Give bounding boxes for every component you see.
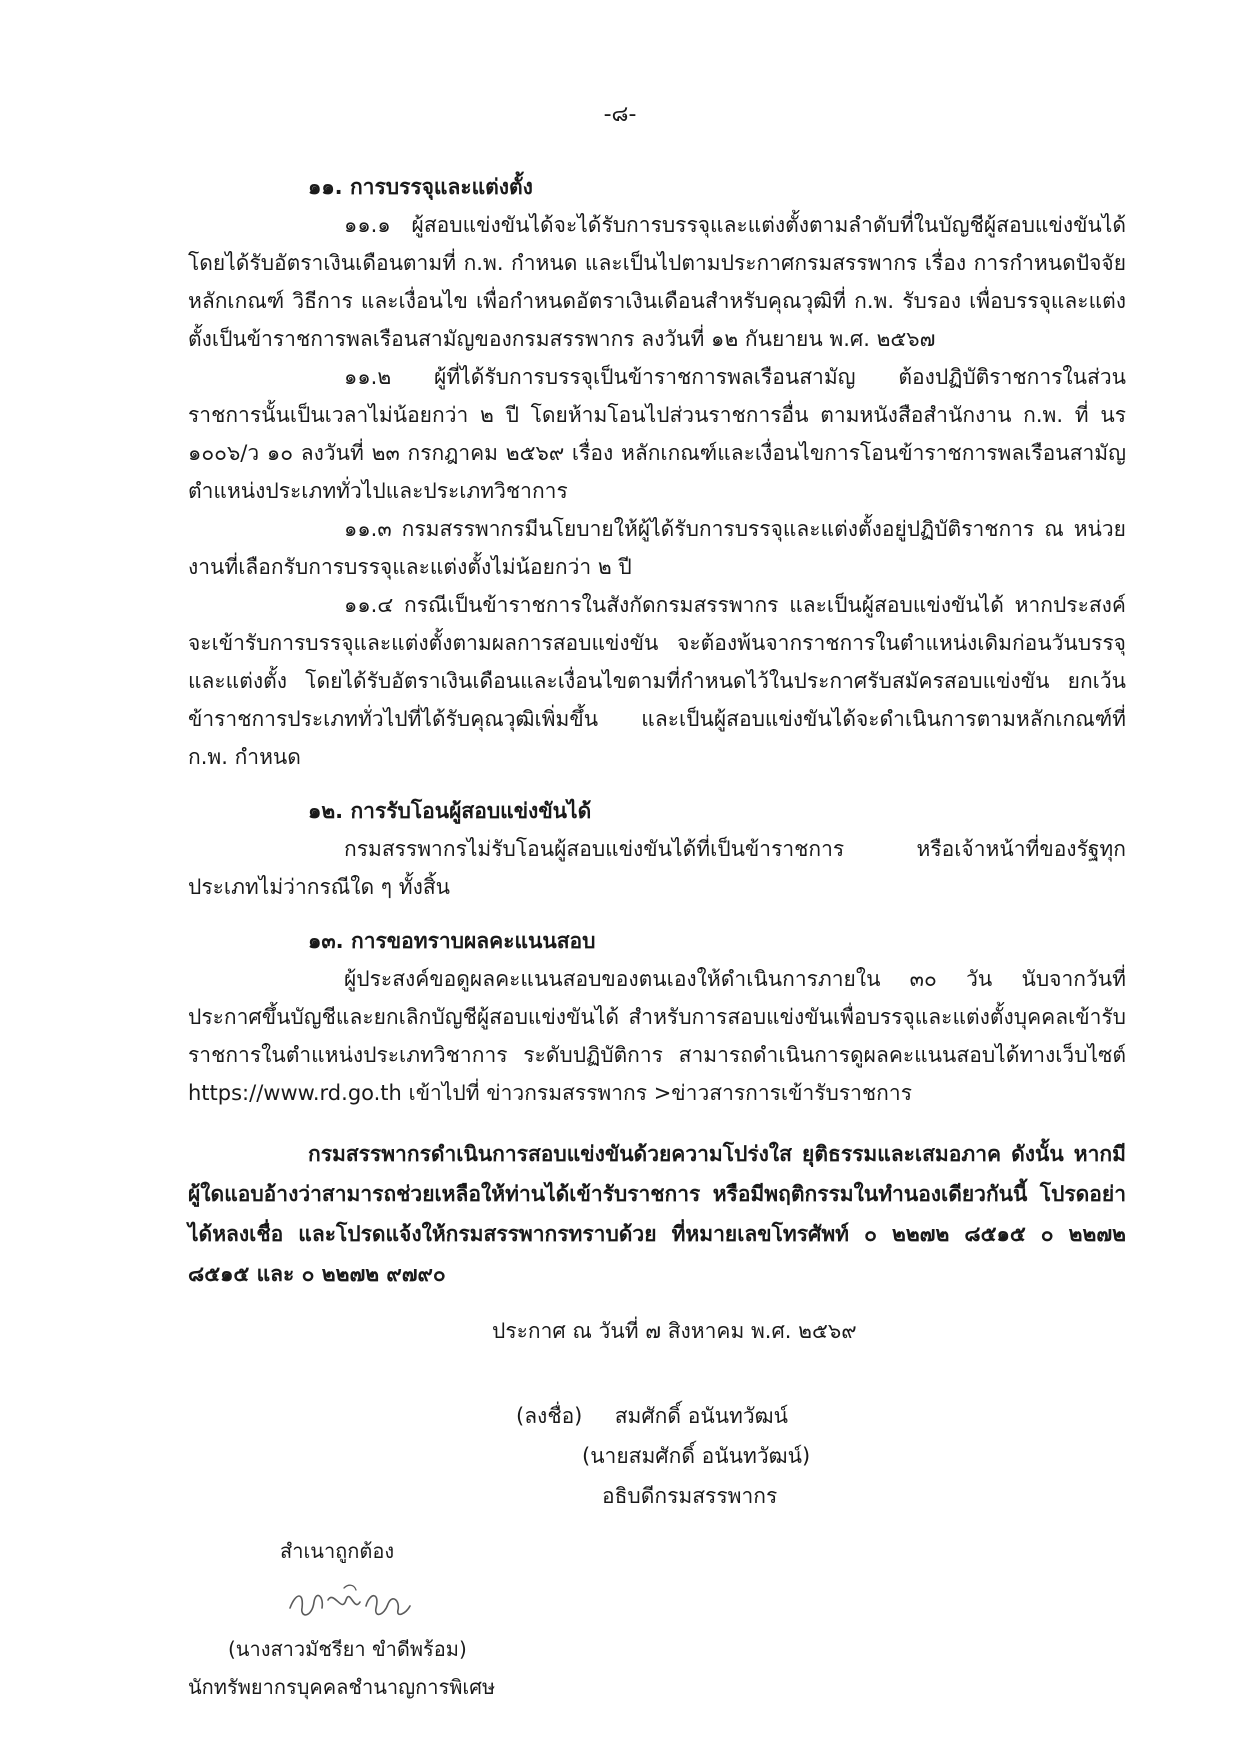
certifier-full-name: (นางสาวมัชรียา ขำดีพร้อม) (228, 1637, 467, 1661)
section-heading: ๑๑. การบรรจุและแต่งตั้ง (308, 175, 533, 199)
paragraph: ๑๑.๑ ผู้สอบแข่งขันได้จะได้รับการบรรจุและแต่งตั้งตามลำดับที่ในบัญชีผู้สอบแข่งขันได้ โดยได้รับอัตราเงินเดือนตามที่ ก.พ. กำหนด และเป็นไปตามประกาศกรมสรรพากร เรื่อง การกำหนดปัจจัย หลักเกณฑ์ วิธีการ และเงื่อนไข เพื่อกำหนดอัตราเงินเดือนสำหรับคุณวุฒิที่ ก.พ. รับรอง เพื่อบรรจุและแต่งตั้งเป็นข้าราชการพลเรือนสามัญของกรมสรรพากร ลงวันที่ ๑๒ กันยายน พ.ศ. ๒๕๖๗ (188, 213, 1126, 351)
section-score-request (188, 922, 1126, 1112)
paragraph: ผู้ประสงค์ขอดูผลคะแนนสอบของตนเองให้ดำเนินการภายใน ๓๐ วัน นับจากวันที่ประกาศขึ้นบัญชีและยกเลิกบัญชีผู้สอบแข่งขันได้ สำหรับการสอบแข่งขันเพื่อบรรจุและแต่งตั้งบุคคลเข้ารับราชการในตำแหน่งประเภทวิชาการ ระดับปฏิบัติการ สามารถดำเนินการดูผลคะแนนสอบได้ทางเว็บไซต์ https://www.rd.go.th เข้าไปที่ ข่าวกรมสรรพากร >ข่าวสารการเข้ารับราชการ (188, 967, 1126, 1105)
signature-label: (ลงชื่อ) (516, 1404, 583, 1428)
section-spacer (188, 906, 1126, 922)
certified-copy-title: สำเนาถูกต้อง (280, 1539, 395, 1563)
closing-notice: กรมสรรพากรดำเนินการสอบแข่งขันด้วยความโปร่งใส ยุติธรรมและเสมอภาค ดังนั้น หากมีผู้ใดแอบอ้างว่าสามารถช่วยเหลือให้ท่านได้เข้ารับราชการ หรือมีพฤติกรรมในทำนองเดียวกันนี้ โปรดอย่าได้หลงเชื่อ และโปรดแจ้งให้กรมสรรพากรทราบด้วย ที่หมายเลขโทรศัพท์ ๐ ๒๒๗๒ ๘๕๑๕ ๐ ๒๒๗๒ ๘๕๑๕ และ ๐ ๒๒๗๒ ๙๗๙๐ (188, 1142, 1126, 1286)
paragraph: ๑๑.๒ ผู้ที่ได้รับการบรรจุเป็นข้าราชการพลเรือนสามัญ ต้องปฏิบัติราชการในส่วนราชการนั้นเป็นเวลาไม่น้อยกว่า ๒ ปี โดยห้ามโอนไปส่วนราชการอื่น ตามหนังสือสำนักงาน ก.พ. ที่ นร ๑๐๐๖/ว ๑๐ ลงวันที่ ๒๓ กรกฎาคม ๒๕๖๙ เรื่อง หลักเกณฑ์และเงื่อนไขการโอนข้าราชการพลเรือนสามัญตำแหน่งประเภททั่วไปและประเภทวิชาการ (188, 365, 1126, 503)
page-number: -๘- (603, 102, 637, 127)
handwritten-signature-icon (284, 1578, 414, 1626)
section-spacer (188, 776, 1126, 792)
paragraph: ๑๑.๓ กรมสรรพากรมีนโยบายให้ผู้ได้รับการบรรจุและแต่งตั้งอยู่ปฏิบัติราชการ ณ หน่วยงานที่เลือกรับการบรรจุและแต่งตั้งไม่น้อยกว่า ๒ ปี (188, 517, 1126, 579)
certified-copy-block (188, 1532, 495, 1706)
section-appointment (188, 168, 1126, 776)
signature-block (516, 1396, 810, 1516)
announcement-date: ประกาศ ณ วันที่ ๗ สิงหาคม พ.ศ. ๒๕๖๙ (492, 1319, 857, 1343)
certifier-position: นักทรัพยากรบุคคลชำนาญการพิเศษ (188, 1675, 496, 1699)
section-heading: ๑๓. การขอทราบผลคะแนนสอบ (308, 929, 596, 953)
signature-line (516, 1396, 810, 1436)
paragraph: กรมสรรพากรไม่รับโอนผู้สอบแข่งขันได้ที่เป็นข้าราชการ หรือเจ้าหน้าที่ของรัฐทุกประเภทไม่ว่ากรณีใด ๆ ทั้งสิ้น (188, 837, 1126, 899)
signer-position: อธิบดีกรมสรรพากร (602, 1484, 778, 1508)
section-transfer (188, 792, 1126, 906)
signer-name: สมศักดิ์ อนันทวัฒน์ (614, 1404, 788, 1428)
document-body (188, 168, 1126, 1350)
section-heading: ๑๒. การรับโอนผู้สอบแข่งขันได้ (308, 799, 592, 823)
signer-full-name: (นายสมศักดิ์ อนันทวัฒน์) (582, 1444, 811, 1468)
paragraph: ๑๑.๔ กรณีเป็นข้าราชการในสังกัดกรมสรรพากร และเป็นผู้สอบแข่งขันได้ หากประสงค์จะเข้ารับการบรรจุและแต่งตั้งตามผลการสอบแข่งขัน จะต้องพ้นจากราชการในตำแหน่งเดิมก่อนวันบรรจุและแต่งตั้ง โดยได้รับอัตราเงินเดือนและเงื่อนไขตามที่กำหนดไว้ในประกาศรับสมัครสอบแข่งขัน ยกเว้นข้าราชการประเภททั่วไปที่ได้รับคุณวุฒิเพิ่มขึ้น และเป็นผู้สอบแข่งขันได้จะดำเนินการตามหลักเกณฑ์ที่ ก.พ. กำหนด (188, 593, 1126, 769)
